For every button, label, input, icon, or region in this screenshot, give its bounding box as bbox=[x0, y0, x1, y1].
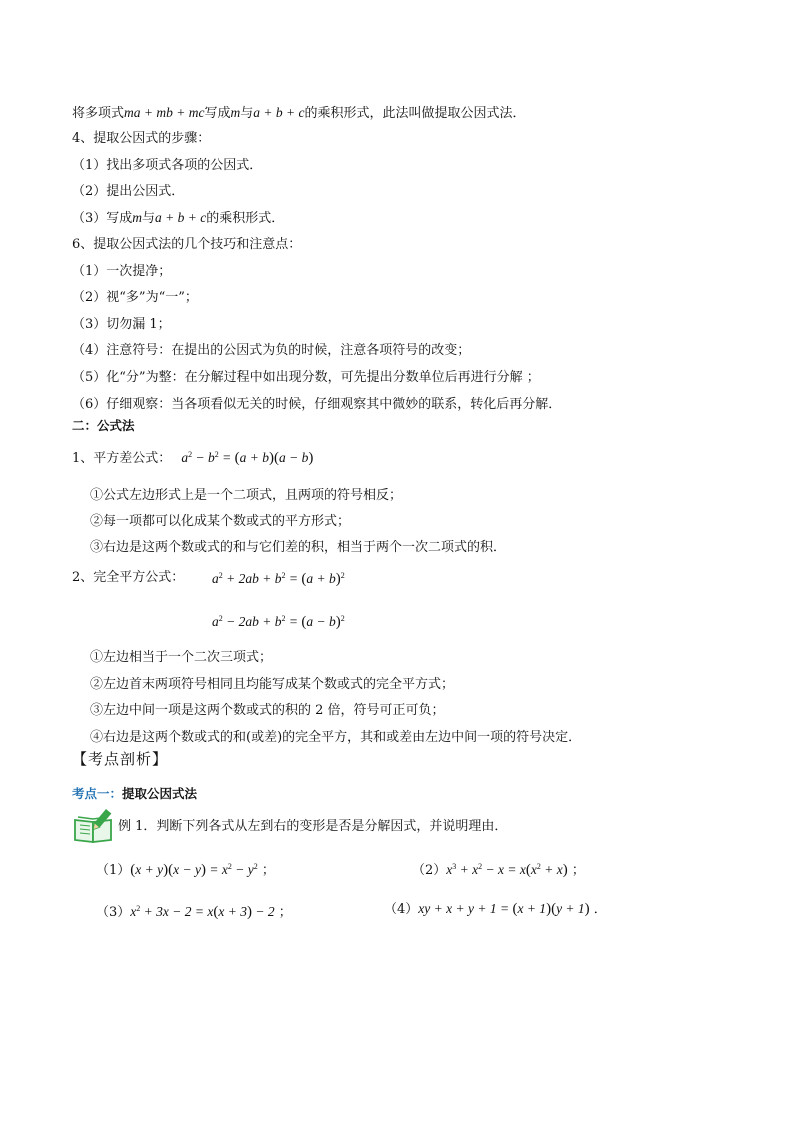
example-1-line bbox=[118, 818, 507, 836]
tip-2: （2）视“多”为“一”； bbox=[72, 290, 198, 305]
perfect-square-formula-plus: $a^2 + 2ab + b^2 = (a + b)^2$ bbox=[212, 571, 345, 587]
step-2: （2）提出公因式． bbox=[72, 184, 185, 199]
example-label: 例 1． bbox=[118, 819, 157, 834]
example-item-2: $(2)x^3 + x^2 - x = x(x^2 + x)$ ； bbox=[412, 862, 585, 878]
example-item-3: $(3)x^2 + 3x - 2 = x(x + 3) - 2$ ； bbox=[96, 904, 292, 920]
formula-method-heading: 二：公式法 bbox=[72, 418, 135, 433]
diff-note-3: ③右边是这两个数或式的和与它们差的积，相当于两个一次二项式的积． bbox=[90, 540, 507, 555]
expr-ma-mb-mc: ma + mb + mc bbox=[124, 105, 205, 120]
perfect-square-label: 2、完全平方公式： bbox=[72, 570, 185, 585]
example-text: 判断下列各式从左到右的变形是否是分解因式，并说明理由． bbox=[156, 819, 508, 834]
point-one-line bbox=[72, 785, 197, 803]
perfect-square-formula-minus: $a^2 - 2ab + b^2 = (a - b)^2$ bbox=[212, 614, 345, 630]
analysis-heading: 【考点剖析】 bbox=[72, 750, 169, 768]
difference-of-squares-formula: $a^2 - b^2 = (a + b)(a - b)$ bbox=[181, 450, 314, 466]
difference-of-squares-line: 1、平方差公式： $a^2 - b^2 = (a + b)(a - b)$ bbox=[72, 450, 314, 466]
point-label: 考点一： bbox=[72, 786, 123, 801]
expr-a-b-c: a + b + c bbox=[253, 105, 305, 120]
perfect-note-3: ③左边中间一项是这两个数或式的积的 2 倍，符号可正可负； bbox=[90, 703, 445, 718]
diff-note-1: ①公式左边形式上是一个二项式，且两项的符号相反； bbox=[90, 488, 403, 503]
book-pencil-icon bbox=[72, 808, 116, 844]
tip-3: （3）切勿漏 1； bbox=[72, 317, 171, 332]
intro-line: 将多项式ma + mb + mc写成m与a + b + c的乘积形式，此法叫做提取公因式法． bbox=[72, 105, 526, 121]
expr-m: m bbox=[230, 105, 241, 120]
perfect-note-1: ①左边相当于一个二次三项式； bbox=[90, 650, 273, 665]
diff-note-2: ②每一项都可以化成某个数或式的平方形式； bbox=[90, 514, 351, 529]
step-3: （3）写成m与a + b + c的乘积形式． bbox=[72, 210, 285, 226]
tips-heading: 6、提取公因式法的几个技巧和注意点： bbox=[72, 237, 302, 252]
steps-heading: 4、提取公因式的步骤： bbox=[72, 131, 211, 146]
tip-1: （1）一次提净； bbox=[72, 264, 172, 279]
perfect-note-4: ④右边是这两个数或式的和(或差)的完全平方，其和或差由左边中间一项的符号决定． bbox=[90, 730, 582, 745]
point-title: 提取公因式法 bbox=[122, 786, 198, 801]
tip-6: （6）仔细观察：当各项看似无关的时候，仔细观察其中微妙的联系，转化后再分解． bbox=[72, 397, 562, 412]
example-item-1: $(1)(x + y)(x - y) = x^2 - y^2$ ； bbox=[96, 862, 275, 878]
perfect-note-2: ②左边首末两项符号相同且均能写成某个数或式的完全平方式； bbox=[90, 677, 455, 692]
step-1: （1）找出多项式各项的公因式． bbox=[72, 158, 263, 173]
tip-5: （5）化“分”为整：在分解过程中如出现分数，可先提出分数单位后再进行分解 ； bbox=[72, 370, 540, 385]
example-item-4: （4）xy + x + y + 1 = (x + 1)(y + 1) ． bbox=[384, 901, 607, 917]
tip-4: （4）注意符号：在提出的公因式为负的时候，注意各项符号的改变； bbox=[72, 343, 471, 358]
